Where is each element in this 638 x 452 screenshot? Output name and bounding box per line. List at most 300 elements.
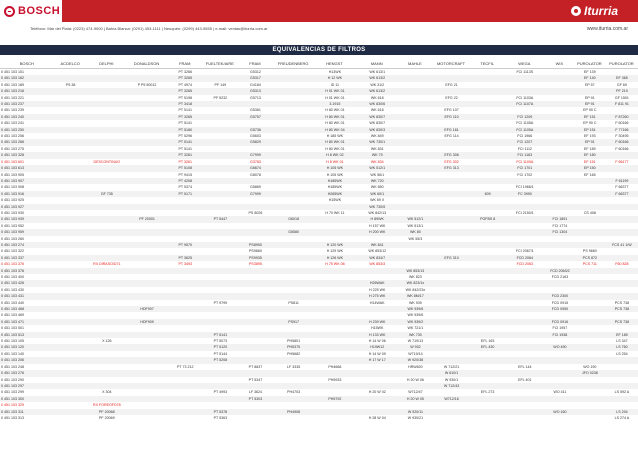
table-cell: EF 180 xyxy=(574,152,605,158)
table-cell: PT 3265 xyxy=(167,114,202,120)
table-cell: G5736 xyxy=(237,127,272,133)
table-cell: WK 842/23x xyxy=(405,287,426,292)
table-cell: 0 451 103 469 xyxy=(1,313,24,318)
table-cell: WK 830/7 xyxy=(355,114,398,120)
table-cell: GF 735 xyxy=(87,191,126,197)
table-cell: FCI 2067/1 xyxy=(515,249,534,254)
table-cell: H185WK xyxy=(314,178,355,184)
table-cell: H 200 WK xyxy=(355,229,398,235)
table-cell: LF 3624 xyxy=(248,390,263,395)
table-cell: 0 451 103 276 xyxy=(0,370,54,376)
table-cell: WK 512/1 xyxy=(398,216,431,222)
table-cell: PT 3625 xyxy=(167,255,202,261)
table-cell: G5580 xyxy=(272,229,313,235)
table-cell: 0 451 103 925 xyxy=(1,198,24,203)
table-cell: FCI 1304 xyxy=(545,229,574,235)
table-cell: PT 5108 xyxy=(167,165,202,171)
table-cell: EP 90 C xyxy=(583,108,597,113)
table-cell xyxy=(545,415,574,421)
table-cell: EFG 22 xyxy=(445,95,458,100)
table-cell: H19W12 xyxy=(355,344,398,350)
table-cell: PCS 872 xyxy=(574,255,605,261)
table-cell: H15WK xyxy=(371,326,384,331)
table-cell: PCS 738 xyxy=(605,319,638,325)
table-cell: 0 451 103 927 xyxy=(0,204,54,210)
table-cell: RX DIRASO/D71 xyxy=(93,262,121,267)
table-cell: G5317 xyxy=(237,75,272,81)
table-cell: PH4668 xyxy=(328,364,342,369)
top-red-bar xyxy=(62,0,638,22)
table-cell: 0 451 103 468 xyxy=(0,306,54,312)
table-body xyxy=(0,69,638,422)
table-cell: 0 451 103 329 xyxy=(1,403,24,408)
table-cell: PT 3266 xyxy=(178,70,193,74)
table-cell: PT 5363 xyxy=(213,415,228,420)
table-cell: WK 79 xyxy=(355,152,398,158)
page-header xyxy=(0,0,638,40)
table-cell: P P5 50012 xyxy=(137,82,157,87)
table-cell: PT 73 212 xyxy=(176,364,194,369)
table-cell: PT 3261 xyxy=(167,152,202,158)
table-cell: PT 5378 xyxy=(202,409,237,415)
table-cell: PS3895 xyxy=(249,262,262,267)
table-cell: PF 20068 xyxy=(87,409,126,415)
table-cell: 0 451 103 939 xyxy=(0,216,54,222)
table-row xyxy=(0,69,638,76)
table-cell: H185WK xyxy=(327,185,343,190)
table-cell: H 80 WK 01 xyxy=(325,121,345,126)
table-cell: W712/47 xyxy=(408,390,423,395)
table-cell: EFL 144 xyxy=(518,364,532,369)
table-cell: 0 451 103 240 xyxy=(0,114,54,120)
table-cell: PT 5198 xyxy=(178,95,193,100)
table-cell: FCD 2063/2 xyxy=(545,268,574,274)
table-cell: F 66377 xyxy=(605,191,638,197)
table-cell: 0 451 103 248 xyxy=(1,364,24,369)
table-cell: F 60166 xyxy=(615,146,629,151)
table-cell: 0 451 103 440 xyxy=(1,300,24,305)
table-cell: FCI 1113S xyxy=(516,70,534,74)
table-cell: PT 3261 xyxy=(178,159,193,164)
table-cell: FCI 1774 xyxy=(552,223,568,228)
table-cell xyxy=(126,69,167,76)
table-cell: PF 20069 xyxy=(99,415,115,420)
column-header: FRAM xyxy=(237,58,272,69)
table-cell: FCI 1163 xyxy=(504,152,545,158)
column-header: WEGA xyxy=(504,58,545,69)
table-cell: PT 5141 xyxy=(178,146,193,151)
table-cell: 0 451 103 376 xyxy=(0,268,54,274)
table-cell: 0 451 103 376 xyxy=(1,262,24,267)
table-cell: W 932 xyxy=(398,344,431,350)
table-cell: 0 451 103 105 xyxy=(1,339,24,344)
table-cell xyxy=(272,415,313,421)
column-header: MAHLE xyxy=(398,58,431,69)
table-cell: H 157 WK xyxy=(369,223,386,228)
table-cell: 0 451 103 237 xyxy=(0,101,54,107)
table-cell: LS 347 xyxy=(616,339,628,344)
table-cell: JFO 0238 xyxy=(574,370,605,376)
table-cell: 0 451 103 471 xyxy=(0,319,54,325)
table-cell: H 01 WK 01 xyxy=(325,95,345,100)
table-cell: 0 451 103 241 xyxy=(1,121,24,126)
table-cell: H 75 WK 08 xyxy=(325,262,345,267)
table-cell: PH4908 xyxy=(272,409,313,415)
table-cell: F 66177 xyxy=(615,159,629,164)
table-cell: WK 730/5 xyxy=(355,204,398,210)
table-cell xyxy=(314,415,355,421)
table-cell: PH5801 xyxy=(287,339,301,344)
table-cell: 0 451 103 260 xyxy=(1,236,24,241)
table-cell: PCS 738 xyxy=(614,300,630,305)
table-cell: EP 151 xyxy=(574,127,605,133)
table-cell: PT 8837 xyxy=(248,364,263,369)
table-cell: PT 5141 xyxy=(202,332,237,338)
table-cell: G7999 xyxy=(237,152,272,158)
table-cell xyxy=(202,69,237,76)
table-cell: WK 830/3 xyxy=(355,127,398,133)
table-cell: H 20 W 02 xyxy=(368,390,386,395)
table-cell: FCI 1112 xyxy=(517,146,532,151)
table-cell: FCI 1105A xyxy=(516,121,534,126)
table-cell: WK 80 xyxy=(398,229,431,235)
table-cell: H 105 WK xyxy=(314,165,355,171)
table-cell: PF 20001 xyxy=(126,216,167,222)
table-cell: 0 451 103 221 xyxy=(1,95,24,100)
table-cell: WK 823 xyxy=(409,275,422,279)
table-cell: PS811 xyxy=(288,300,299,305)
table-header-row xyxy=(0,58,638,69)
table-cell: W 920/11 xyxy=(398,409,431,415)
column-header: PUROLATOR xyxy=(574,58,605,69)
table-cell: EFG 310 xyxy=(431,255,470,261)
table-cell: PT 5141 xyxy=(167,139,202,145)
table-cell: W 712/21 xyxy=(443,364,460,369)
table-cell xyxy=(54,69,87,76)
table-cell: 0 451 103 140 xyxy=(1,351,24,356)
table-cell: H 80 WK 01 xyxy=(314,139,355,145)
table-cell: WK 939 xyxy=(409,300,422,305)
table-cell: 3.1915 xyxy=(314,101,355,107)
table-cell: WO 190 xyxy=(583,364,597,369)
iturria-wordmark: Iturria xyxy=(583,4,618,18)
table-cell: EFL 430 xyxy=(471,344,504,350)
table-cell: H 126 WK xyxy=(314,255,355,261)
table-cell: EF 165 xyxy=(584,172,596,177)
table-cell: FCI 1966/1 xyxy=(515,185,534,190)
table-cell: FCI 1702 xyxy=(517,172,533,177)
table-cell: F 87260 xyxy=(605,114,638,120)
table-cell xyxy=(545,69,574,76)
table-cell: W 920/38 xyxy=(398,357,431,363)
table-cell: G6018 xyxy=(272,216,313,222)
iturria-logo xyxy=(571,4,618,18)
table-cell: 0 451 103 930 xyxy=(1,210,24,215)
table-cell: PCS 738 xyxy=(605,306,638,312)
table-cell: EFG 107 xyxy=(444,108,459,113)
table-cell: H 105 WK xyxy=(326,172,344,177)
table-cell: G8078 xyxy=(250,172,261,177)
table-cell: FCD 0916 xyxy=(545,319,574,325)
table-cell: 0 451 103 120 xyxy=(0,344,54,350)
table-cell: 0 451 103 337 xyxy=(0,255,54,261)
table-cell: EF 151 xyxy=(574,114,605,120)
table-cell: CS 408 xyxy=(583,210,596,215)
table-cell: PT 5296 xyxy=(178,134,193,139)
table-cell: 0 451 103 431 xyxy=(0,293,54,299)
column-header: DELPHI xyxy=(87,58,126,69)
table-cell: PF 149 xyxy=(214,82,227,87)
table-cell: H 14 W 09 xyxy=(368,351,386,356)
table-cell: PCS 711 xyxy=(582,262,597,267)
table-cell: PT 5171 xyxy=(167,191,202,197)
table-cell: F60 828 xyxy=(615,262,629,267)
table-cell: 0 451 103 266 xyxy=(0,139,54,145)
column-header: PUROLATOR xyxy=(605,58,638,69)
table-cell: G5829 xyxy=(237,139,272,145)
table-cell: PH5375 xyxy=(272,344,313,350)
table-cell: PT 5073 xyxy=(213,339,228,344)
table-cell: WO 411 xyxy=(553,390,567,395)
table-cell: 0 451 103 959 xyxy=(0,229,54,235)
table-cell: H 275 WK xyxy=(355,293,398,299)
table-cell: EP 91 xyxy=(574,101,605,107)
table-cell: H 28 W 04 xyxy=(368,415,386,420)
table-cell: FCI 1891 xyxy=(545,216,574,222)
table-cell: LS 592 A xyxy=(614,390,630,395)
table-cell: W712/16 xyxy=(431,396,470,402)
table-cell: LS 254 xyxy=(616,351,628,356)
table-cell: FCD 2063 xyxy=(516,262,533,267)
table-cell: H13WK xyxy=(328,70,342,74)
table-cell: EFG 302 xyxy=(444,159,459,164)
table-cell: EF 140 xyxy=(574,75,605,81)
table-cell: PT 4993 xyxy=(213,390,228,395)
table-cell: FCD 0915 xyxy=(551,300,569,305)
table-cell: WK 8M/17 xyxy=(398,293,431,299)
table-cell xyxy=(431,69,470,76)
table-cell: LS 274 A xyxy=(614,415,630,420)
table-cell: FCI 1938 xyxy=(545,332,574,338)
table-cell: WK 850 xyxy=(370,185,384,190)
table-cell: H 80 WK 01 xyxy=(325,146,345,151)
table-cell: W 930/1 xyxy=(444,377,459,382)
table-cell: G4184 xyxy=(250,82,261,87)
table-cell: WK 31/2 xyxy=(370,82,385,87)
table-cell: FCI 1966 xyxy=(517,134,533,139)
table-cell: EP 90 C xyxy=(583,121,597,126)
table-cell: FCD 2300 xyxy=(545,293,574,299)
table-cell: WK 60/1 xyxy=(355,191,398,197)
table-cell: H 80 WK 01 xyxy=(314,114,355,120)
table-cell: G5713 xyxy=(250,95,261,100)
table-cell: WK 853/12 xyxy=(368,249,387,254)
column-header: MOTORCRAFT xyxy=(431,58,470,69)
table-cell: PT 3493 xyxy=(178,262,193,267)
table-cell: PH5792 xyxy=(314,396,355,402)
table-cell: HDF907 xyxy=(126,306,167,312)
table-cell: 0 451 103 322 xyxy=(1,249,24,254)
table-cell: PF 219 xyxy=(605,88,638,94)
table-cell: H 70 WK 11 xyxy=(325,210,345,215)
table-cell: FCI 1107A xyxy=(504,101,545,107)
table-cell: WK 853/13 xyxy=(398,268,431,274)
table-cell: PT 3265 xyxy=(167,75,202,81)
table-cell: FCD 2163 xyxy=(551,275,569,279)
iturria-emblem-icon xyxy=(571,6,581,16)
table-cell: 609 xyxy=(471,191,504,197)
table-cell xyxy=(398,69,431,76)
table-cell: WK 853/3 xyxy=(369,262,386,267)
table-cell: PT 5180 xyxy=(167,127,202,133)
table-cell: WK 830/6 xyxy=(355,101,398,107)
table-row xyxy=(0,415,638,421)
table-cell: HDF909 xyxy=(126,319,167,325)
table-cell: F 66377 xyxy=(615,185,629,190)
column-header: WIX xyxy=(545,58,574,69)
table-cell: W719/14 xyxy=(408,351,423,356)
table-cell: 0 451 103 299 xyxy=(1,390,24,395)
table-cell: 0 451 103 400 xyxy=(1,275,24,279)
table-cell: PT 5120 xyxy=(202,344,237,350)
table-cell: WK 842/13 xyxy=(368,210,387,215)
table-cell: EFG 114 xyxy=(444,134,459,139)
column-header: BOSCH xyxy=(0,58,54,69)
table-cell: EF 365 xyxy=(605,75,638,81)
table-cell: W 719/13 xyxy=(407,339,424,344)
table-cell: WK 55/3 xyxy=(408,236,423,241)
table-cell: EFG 306 xyxy=(431,152,470,158)
table-cell: PT 9570 xyxy=(167,242,202,248)
table-cell: H 225 WK xyxy=(369,287,386,292)
column-header: FREUDENBERG xyxy=(272,58,313,69)
table-cell: 0 451 103 256 xyxy=(1,134,24,139)
table-cell: 0 451 103 297 xyxy=(0,383,54,389)
table-cell: 0 451 103 601 xyxy=(1,159,24,164)
table-cell: DESCONTINUO xyxy=(93,159,121,164)
column-header: HENGST xyxy=(314,58,355,69)
table-cell: 0 451 103 239 xyxy=(1,108,24,113)
table-cell: EF 189 xyxy=(584,146,596,151)
table-cell: EFG 313 xyxy=(431,165,470,171)
table-cell: PT 5347 xyxy=(248,377,263,382)
table-cell: PT 5374 xyxy=(178,185,193,190)
table-cell: WK 730/1 xyxy=(355,139,398,145)
table-cell: 0 451 103 501 xyxy=(1,326,24,331)
table-cell: H 01 WK 01 xyxy=(314,88,355,94)
table-cell: EFG 161 xyxy=(431,127,470,133)
table-cell: 0 451 103 905 xyxy=(1,172,24,177)
table-cell: EP 57 xyxy=(584,82,595,87)
table-cell: F 61199 xyxy=(605,178,638,184)
table-cell: WO 160 xyxy=(545,409,574,415)
table-cell: FCI 1103A xyxy=(516,95,534,100)
table-cell: 0 451 103 162 xyxy=(0,75,54,81)
table-cell: WK 841 xyxy=(355,242,398,248)
table-cell: 0 451 103 313 xyxy=(1,415,24,420)
table-cell: PT 9415 xyxy=(178,172,193,177)
table-cell: PT 3265 xyxy=(167,88,202,94)
table-cell: H26WAK xyxy=(355,280,398,286)
table-cell: WK 830/7 xyxy=(369,121,386,126)
table-cell: PT 5208 xyxy=(202,357,237,363)
table-cell: EFG 110 xyxy=(431,114,470,120)
table-cell: EP 150 xyxy=(574,165,605,171)
table-cell: PT 5141 xyxy=(178,108,193,113)
table-cell: H 8 WK 02 xyxy=(314,152,355,158)
table-cell: HRW820 xyxy=(408,364,423,369)
table-cell: GF 69 xyxy=(616,82,627,87)
table-cell xyxy=(87,69,126,76)
table-cell: PS917 xyxy=(272,319,313,325)
table-cell: RX FOREOFD78 xyxy=(93,403,121,408)
table-cell: PS9660 xyxy=(249,249,262,254)
table-cell: W 930/21 xyxy=(407,415,424,420)
table-cell: WK 613/2 xyxy=(355,88,398,94)
table-cell: PT 3418 xyxy=(167,101,202,107)
table-cell: H 20 W 06 xyxy=(406,377,424,382)
table-cell: WK 618 xyxy=(370,108,384,113)
table-cell: F 811 91 xyxy=(605,101,638,107)
column-header: FRAM xyxy=(167,58,202,69)
table-cell: 0 451 103 250 xyxy=(0,127,54,133)
table-cell xyxy=(504,415,545,421)
table-cell: 0 451 103 151 xyxy=(1,70,24,74)
table-cell: G6674 xyxy=(237,165,272,171)
table-cell: H 120 WK xyxy=(314,242,355,248)
table-cell: PS 8026 xyxy=(248,210,263,215)
table-cell: WK 618 xyxy=(370,95,384,100)
table-cell: WK 613/2 xyxy=(355,75,398,81)
table-cell: LF 3335 xyxy=(287,364,301,369)
table-cell: 0 451 103 908 xyxy=(1,185,24,190)
table-cell: EFG 21 xyxy=(445,82,458,87)
equivalence-table xyxy=(0,58,638,421)
table-cell: F 60166 xyxy=(615,121,629,126)
table-cell: H 80 WK 04 xyxy=(314,127,355,133)
table-cell: H 129 WK xyxy=(326,249,344,254)
table-cell: FCI 1209 xyxy=(504,114,545,120)
table-cell: EFL 163 xyxy=(480,339,495,344)
table-cell: FCI 1109A xyxy=(516,159,534,164)
column-header: ACDELCO xyxy=(54,58,87,69)
table-cell: FCI 1207 xyxy=(504,139,545,145)
table-cell: WK 513/1 xyxy=(407,223,424,228)
contact-info: Teléfono: Mar del Plata: (0223) 474-9000 | Bahía Blanca: (0291) 453-1111 | Neuquén: (0299) 443-5555 | e-mail: ventas@iturria.com.ar xyxy=(30,26,268,31)
table-cell xyxy=(471,415,504,421)
table-cell: H 8 WK 01 xyxy=(326,159,344,164)
table-cell: H14WAK xyxy=(369,300,385,305)
table-cell: WK 849 xyxy=(370,134,384,139)
table-cell: F 77166 xyxy=(605,127,638,133)
table-cell: 0 451 103 430 xyxy=(1,287,24,292)
table-cell: G5361 xyxy=(250,108,261,113)
table-title: EQUIVALENCIAS DE FILTROS xyxy=(0,45,638,55)
table-cell: 0 451 103 426 xyxy=(0,280,54,286)
table-cell: WK 56/1 xyxy=(370,172,385,177)
table-cell: PT 5144 xyxy=(213,351,228,356)
column-header: MANN xyxy=(355,58,398,69)
table-cell: PS8950 xyxy=(237,242,272,248)
table-cell: EP 91 xyxy=(574,139,605,145)
table-cell: P5 38 xyxy=(65,82,76,87)
table-cell: 0 451 103 311 xyxy=(0,409,54,415)
table-cell: WK 834/7 xyxy=(355,255,398,261)
table-cell: WK 831 xyxy=(370,146,384,151)
table-cell: EF 189 xyxy=(605,332,638,338)
table-cell: 0 451 103 275 xyxy=(1,146,24,151)
website-link[interactable]: www.iturria.com.ar xyxy=(586,26,628,32)
